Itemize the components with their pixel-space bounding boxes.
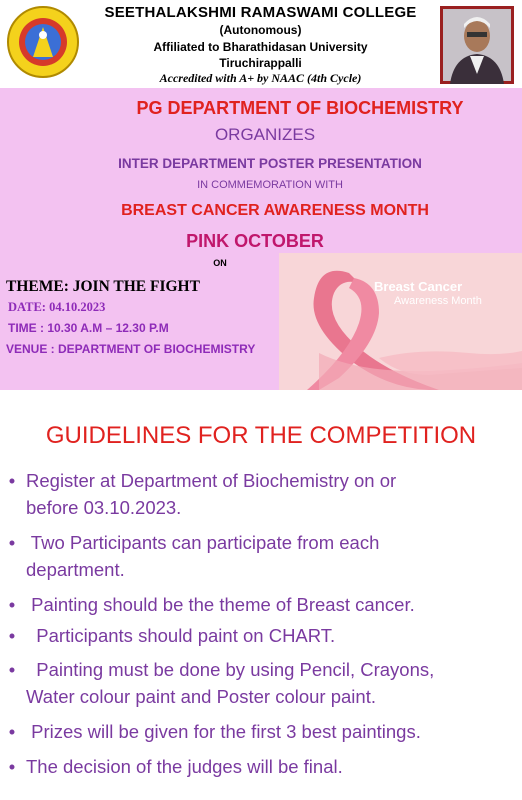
- college-logo: [6, 5, 80, 79]
- guideline-text: Prizes will be given for the first 3 best paintings.: [26, 721, 421, 742]
- autonomous-label: (Autonomous): [219, 23, 302, 37]
- venue-label: VENUE : DEPARTMENT OF BIOCHEMISTRY: [6, 342, 256, 356]
- organizes-label: ORGANIZES: [214, 125, 316, 144]
- header: [0, 0, 522, 88]
- awareness-ribbon-image: [279, 253, 522, 390]
- ribbon-subtitle: Awareness Month: [394, 295, 482, 307]
- theme-label: THEME: JOIN THE FIGHT: [6, 278, 200, 295]
- event-banner: [0, 88, 522, 390]
- bullet-icon: •: [8, 532, 16, 553]
- ribbon-title: Breast Cancer: [374, 279, 463, 294]
- accreditation-label: Accredited with A+ by NAAC (4th Cycle): [159, 71, 362, 85]
- bullet-icon: •: [8, 756, 16, 777]
- date-label: DATE: 04.10.2023: [8, 300, 106, 314]
- guideline-text: The decision of the judges will be final.: [26, 756, 343, 777]
- guideline-text: Two Participants can participate from each department.: [26, 532, 380, 580]
- event-title: INTER DEPARTMENT POSTER PRESENTATION: [118, 156, 422, 171]
- bullet-icon: •: [8, 594, 16, 615]
- occasion-title: BREAST CANCER AWARENESS MONTH: [121, 202, 429, 219]
- guideline-text: Painting must be done by using Pencil, Crayons, Water colour paint and Poster colour paint.: [26, 659, 435, 707]
- bullet-icon: •: [8, 659, 16, 680]
- college-name: SEETHALAKSHMI RAMASWAMI COLLEGE: [104, 4, 417, 21]
- pink-october-label: PINK OCTOBER: [186, 231, 324, 251]
- on-label: ON: [213, 258, 227, 268]
- department-title: PG DEPARTMENT OF BIOCHEMISTRY: [136, 98, 464, 118]
- bullet-icon: •: [8, 625, 16, 646]
- guidelines-title: GUIDELINES FOR THE COMPETITION: [45, 422, 477, 449]
- founder-portrait: [440, 6, 514, 84]
- commemoration-label: IN COMMEMORATION WITH: [197, 179, 343, 191]
- guideline-text: Register at Department of Biochemistry on or before 03.10.2023.: [26, 470, 397, 518]
- location-label: Tiruchirappalli: [219, 56, 302, 70]
- affiliation-label: Affiliated to Bharathidasan University: [153, 40, 368, 54]
- pink-ribbon-icon: [279, 253, 522, 390]
- bullet-icon: •: [8, 721, 16, 742]
- guideline-text: Participants should paint on CHART.: [26, 625, 336, 646]
- time-label: TIME : 10.30 A.M – 12.30 P.M: [8, 321, 169, 335]
- bullet-icon: •: [8, 470, 16, 491]
- guideline-text: Painting should be the theme of Breast cancer.: [26, 594, 415, 615]
